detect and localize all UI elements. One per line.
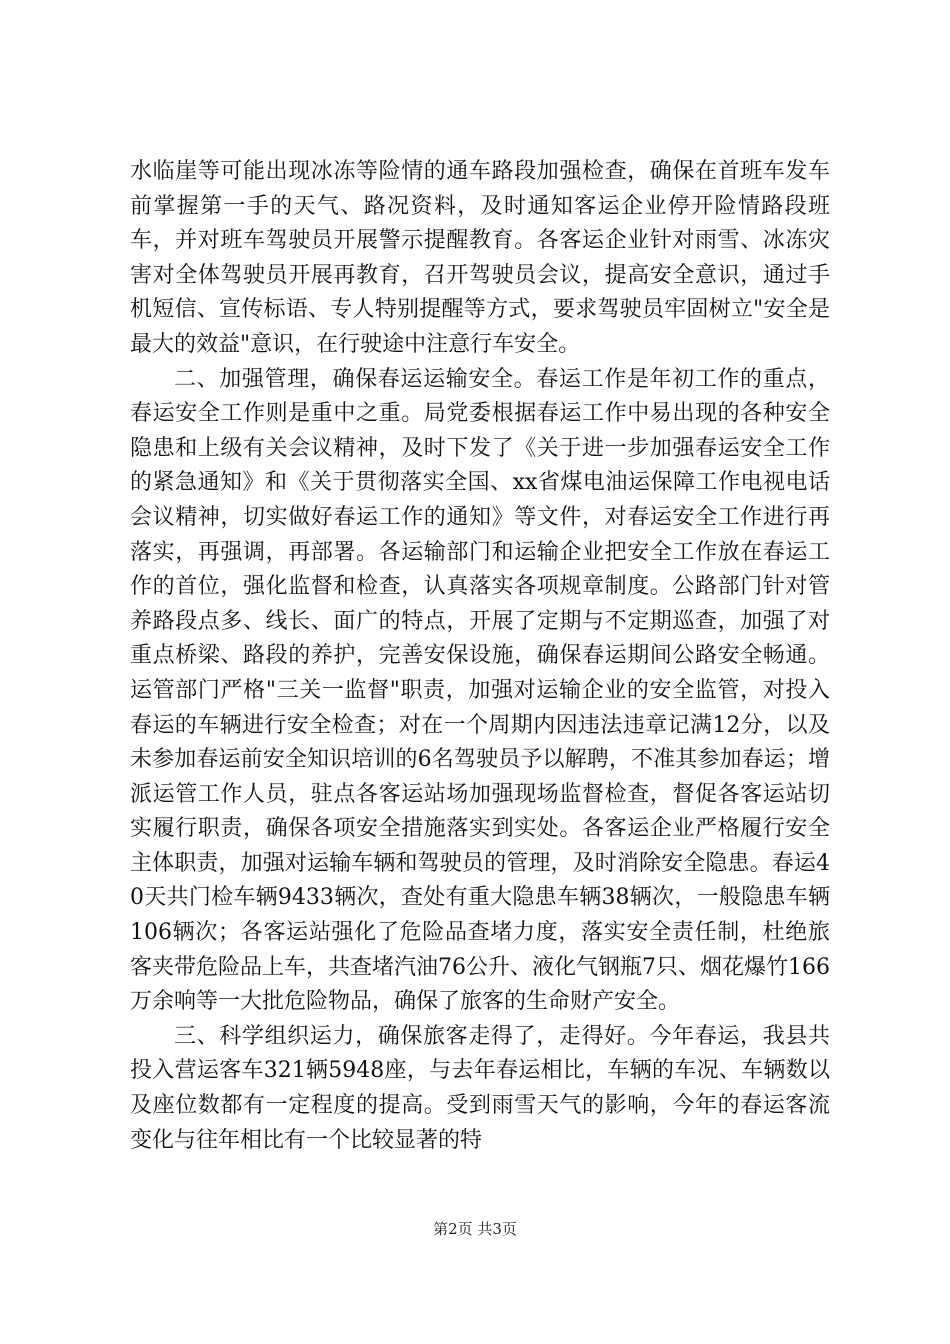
paragraph-section-three: 三、科学组织运力，确保旅客走得了，走得好。今年春运，我县共投入营运客车321辆5948座，与去年春运相比，车辆的车况、车辆数以及座位数都有一定程度的提高。受到雨雪天气的影响，今年的春运客流变化与往年相比有一个比较显著的特 (130, 1023, 830, 1153)
paragraph-section-two: 二、加强管理，确保春运运输安全。春运工作是年初工作的重点，春运安全工作则是重中之重。局党委根据春运工作中易出现的各种安全隐患和上级有关会议精神，及时下发了《关于进一步加强春运安全工作的紧急通知》和《关于贯彻落实全国、xx省煤电油运保障工作电视电话会议精神，切实做好春运工作的通知》等文件，对春运安全工作进行再落实，再强调，再部署。各运输部门和运输企业把安全工作放在春运工作的首位，强化监督和检查，认真落实各项规章制度。公路部门针对管养路段点多、线长、面广的特点，开展了定期与不定期巡查，加强了对重点桥梁、路段的养护，完善安保设施，确保春运期间公路安全畅通。运管部门严格"三关一监督"职责，加强对运输企业的安全监管，对投入春运的车辆进行安全检查；对在一个周期内因违法违章记满12分，以及未参加春运前安全知识培训的6名驾驶员予以解聘，不准其参加春运；增派运管工作人员，驻点各客运站场加强现场监督检查，督促各客运站切实履行职责，确保各项安全措施落实到实处。各客运企业严格履行安全主体职责，加强对运输车辆和驾驶员的管理，及时消除安全隐患。春运40天共门检车辆9433辆次，查处有重大隐患车辆38辆次，一般隐患车辆106辆次；各客运站强化了危险品查堵力度，落实安全责任制，杜绝旅客夹带危险品上车，共查堵汽油76公升、液化气钢瓶7只、烟花爆竹166万余响等一大批危险物品，确保了旅客的生命财产安全。 (130, 366, 830, 1015)
page-footer: 第2页 共3页 (433, 1220, 517, 1238)
document-body (130, 155, 830, 1158)
paragraph-continuation: 水临崖等可能出现冰冻等险情的通车路段加强检查，确保在首班车发车前掌握第一手的天气、路况资料，及时通知客运企业停开险情路段班车，并对班车驾驶员开展警示提醒教育。各客运企业针对雨雪、冰冻灾害对全体驾驶员开展再教育，召开驾驶员会议，提高安全意识，通过手机短信、宣传标语、专人特别提醒等方式，要求驾驶员牢固树立"安全是最大的效益"意识，在行驶途中注意行车安全。 (130, 159, 830, 357)
